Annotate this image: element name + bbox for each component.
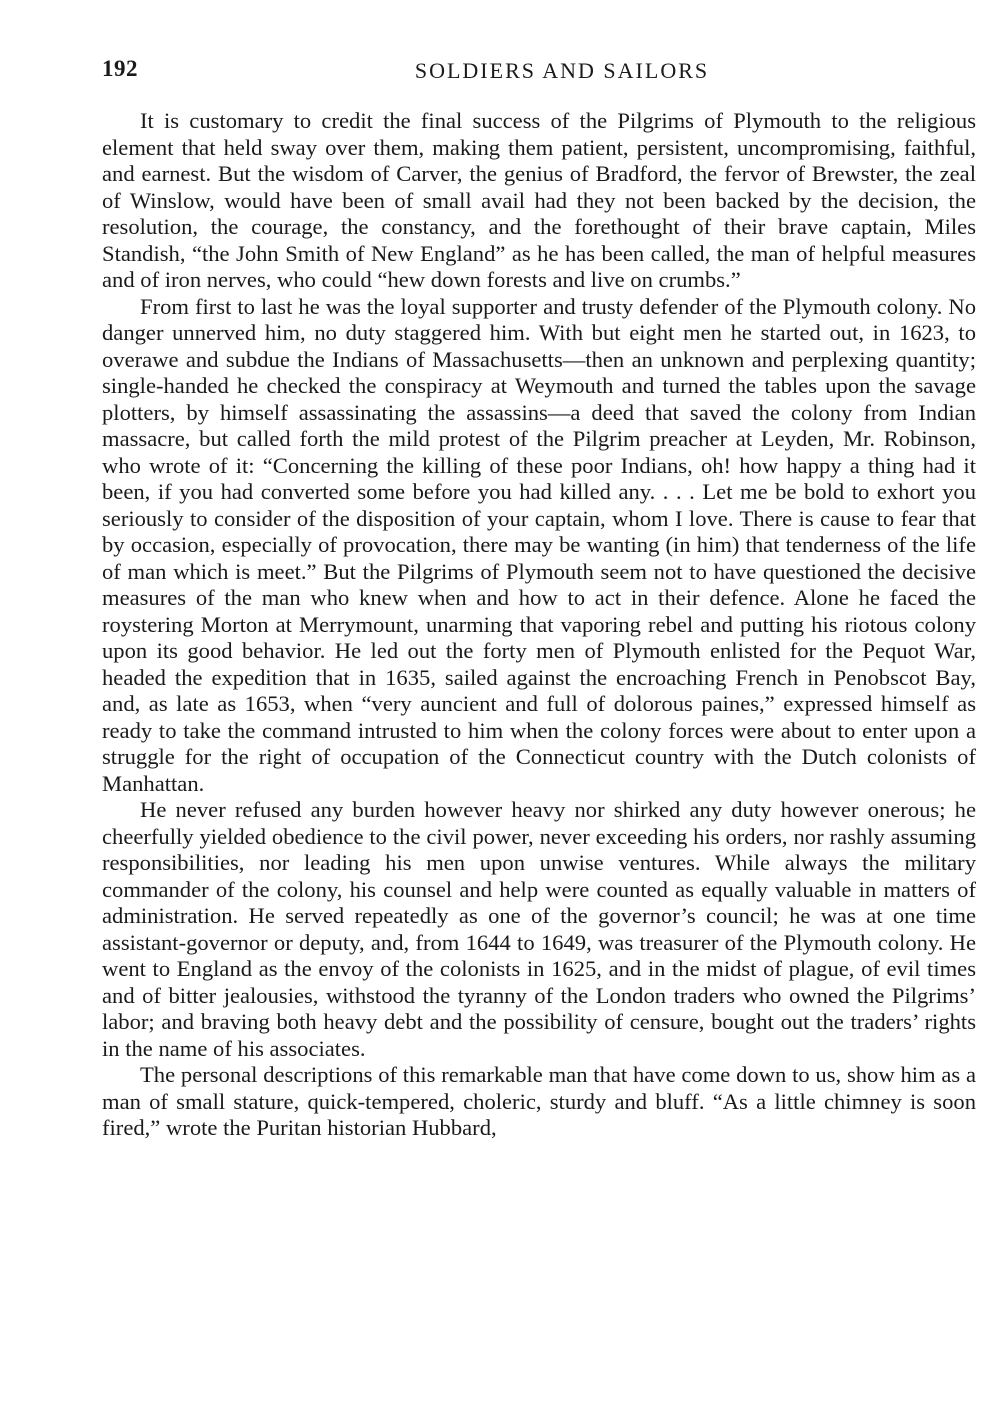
- paragraph: He never refused any burden however heavy nor shirked any duty however onerous; he cheerfully yielded obedience to the civil power, never exceeding his orders, nor rashly assuming responsibilities, nor leading his men upon unwise ventures. While always the military commander of the colony, his counsel and help were counted as equally valuable in matters of administration. He served repeatedly as one of the governor’s council; he was at one time assistant-governor or deputy, and, from 1644 to 1649, was treasurer of the Plymouth colony. He went to England as the envoy of the colonists in 1625, and in the midst of plague, of evil times and of bitter jealousies, withstood the tyranny of the London traders who owned the Pilgrims’ labor; and braving both heavy debt and the possibility of censure, bought out the traders’ rights in the name of his associates.: [102, 797, 976, 1061]
- body-text: [102, 108, 976, 1142]
- running-title: SOLDIERS AND SAILORS: [414, 58, 710, 83]
- page-number: 192: [102, 56, 138, 81]
- paragraph: It is customary to credit the final success of the Pilgrims of Plymouth to the religious element that held sway over them, making them patient, persistent, uncompromising, faithful, and earnest. But the wisdom of Carver, the genius of Bradford, the fervor of Brewster, the zeal of Winslow, would have been of small avail had they not been backed by the decision, the resolution, the courage, the constancy, and the forethought of their brave captain, Miles Standish, “the John Smith of New England” as he has been called, the man of helpful measures and of iron nerves, who could “hew down forests and live on crumbs.”: [102, 108, 976, 292]
- paragraph: The personal descriptions of this remarkable man that have come down to us, show him as a man of small stature, quick-tempered, choleric, sturdy and bluff. “As a little chimney is soon fired,” wrote the Puritan historian Hubbard,: [102, 1062, 976, 1140]
- running-head: [102, 56, 982, 90]
- paragraph: From first to last he was the loyal supporter and trusty defender of the Plymouth colony. No danger unnerved him, no duty staggered him. With but eight men he started out, in 1623, to overawe and subdue the Indians of Massachusetts—then an unknown and perplexing quantity; single-handed he checked the conspiracy at Weymouth and turned the tables upon the savage plotters, by himself assassinating the assassins—a deed that saved the colony from Indian massacre, but called forth the mild protest of the Pilgrim preacher at Leyden, Mr. Robinson, who wrote of it: “Concerning the killing of these poor Indians, oh! how happy a thing had it been, if you had converted some before you had killed any. . . . Let me be bold to exhort you seriously to consider of the disposition of your captain, whom I love. There is cause to fear that by occasion, especially of provocation, there may be wanting (in him) that tenderness of the life of man which is meet.” But the Pilgrims of Plymouth seem not to have questioned the decisive measures of the man who knew when and how to act in their defence. Alone he faced the roystering Morton at Merrymount, unarming that vaporing rebel and putting his riotous colony upon its good behavior. He led out the forty men of Plymouth enlisted for the Pequot War, headed the expedition that in 1635, sailed against the encroaching French in Penobscot Bay, and, as late as 1653, when “very auncient and full of dolorous paines,” expressed himself as ready to take the command intrusted to him when the colony forces were about to enter upon a struggle for the right of occupation of the Connecticut country with the Dutch colonists of Manhattan.: [102, 293, 976, 796]
